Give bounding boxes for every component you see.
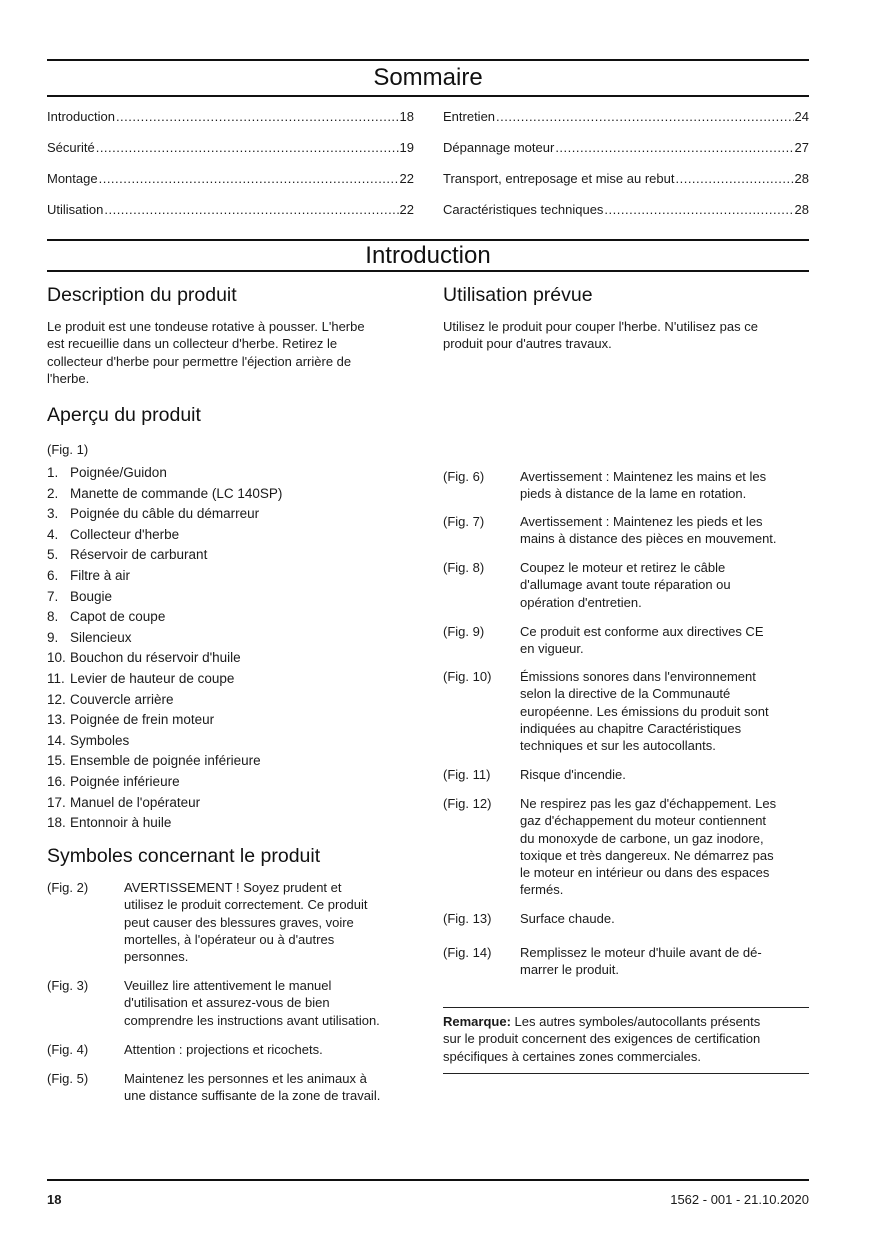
toc-entry-depannage[interactable] — [443, 140, 809, 155]
text-line: personnes. — [124, 949, 189, 965]
item-number: 14. — [47, 732, 66, 748]
overview-heading: Aperçu du produit — [47, 404, 201, 426]
remark-label: Remarque: — [443, 1014, 511, 1029]
text-line: Coupez le moteur et retirez le câble — [520, 560, 726, 575]
text-line: l'herbe. — [47, 370, 90, 386]
text-line: Risque d'incendie. — [520, 767, 626, 782]
remark — [443, 1013, 813, 1065]
toc-leader — [604, 202, 793, 217]
item-number: 1. — [47, 465, 59, 480]
item-label: Ensemble de poignée inférieure — [70, 753, 261, 769]
toc-leader — [104, 202, 398, 217]
toc-page: 28 — [794, 171, 809, 186]
toc-bottom-rule — [47, 95, 809, 97]
toc-label: Entretien — [443, 109, 496, 124]
text-line: spécifiques à certaines zones commerciales. — [443, 1048, 701, 1064]
description-heading: Description du produit — [47, 284, 237, 306]
text-line: toxique et très dangereux. Ne démarrez pas — [520, 847, 774, 863]
toc-top-rule — [47, 59, 809, 61]
footer-rule — [47, 1179, 809, 1181]
item-number: 4. — [47, 526, 59, 542]
symbol-entry-fig4 — [47, 1041, 323, 1058]
toc-label: Montage — [47, 171, 98, 186]
symbol-entry-fig5 — [47, 1070, 381, 1104]
fig-ref: (Fig. 4) — [47, 1042, 89, 1057]
text-line: marrer le produit. — [520, 962, 619, 978]
item-number: 10. — [47, 650, 66, 666]
toc-label: Introduction — [47, 109, 115, 124]
symbol-description — [520, 559, 820, 611]
list-item — [47, 506, 259, 521]
fig-ref: (Fig. 12) — [443, 796, 492, 811]
item-label: Entonnoir à huile — [70, 815, 172, 831]
item-label: Capot de coupe — [70, 609, 166, 625]
text-line: Maintenez les personnes et les animaux à — [124, 1071, 367, 1086]
item-label: Collecteur d'herbe — [70, 526, 180, 542]
toc-page: 28 — [794, 202, 809, 217]
item-number: 3. — [47, 506, 59, 522]
text-line: opération d'entretien. — [520, 594, 642, 610]
text-line: est recueillie dans un collecteur d'herbe. Retirez le — [47, 336, 338, 352]
fig-ref: (Fig. 2) — [47, 880, 89, 895]
remark-top-rule — [443, 1007, 809, 1008]
toc-page: 18 — [399, 109, 414, 124]
list-item — [47, 465, 167, 480]
fig-ref: (Fig. 3) — [47, 978, 89, 993]
fig-ref: (Fig. 5) — [47, 1071, 89, 1086]
symbol-description — [520, 766, 820, 783]
text-line: sur le produit concernent des exigences de certification — [443, 1031, 761, 1047]
toc-label: Utilisation — [47, 202, 104, 217]
item-label: Silencieux — [70, 629, 132, 645]
symbol-description — [124, 1070, 424, 1105]
text-line: gaz d'échappement du moteur contiennent — [520, 813, 767, 829]
item-number: 18. — [47, 815, 66, 831]
text-line: du monoxyde de carbone, un gaz inodore, — [520, 830, 764, 846]
item-label: Bougie — [70, 588, 113, 604]
toc-page: 24 — [794, 109, 809, 124]
item-label: Levier de hauteur de coupe — [70, 671, 235, 686]
toc-leader — [96, 140, 399, 155]
text-line: Le produit est une tondeuse rotative à pousser. L'herbe — [47, 319, 365, 334]
item-label: Poignée du câble du démarreur — [70, 506, 260, 522]
list-item — [47, 774, 180, 789]
symbol-description — [520, 623, 820, 658]
remark-bottom-rule — [443, 1073, 809, 1074]
item-number: 2. — [47, 485, 59, 501]
toc-entry-entretien[interactable] — [443, 109, 809, 124]
text-line: d'allumage avant toute réparation ou — [520, 577, 731, 593]
symbol-description — [520, 910, 820, 927]
text-line: européenne. Les émissions du produit sont — [520, 703, 769, 719]
toc-page: 27 — [794, 140, 809, 155]
fig-ref: (Fig. 10) — [443, 669, 492, 684]
toc-entry-caracteristiques[interactable] — [443, 202, 809, 217]
toc-entry-transport[interactable] — [443, 171, 809, 186]
list-item — [47, 527, 179, 542]
footer-page-number: 18 — [47, 1192, 62, 1207]
description-text — [47, 318, 365, 387]
list-item — [47, 692, 174, 707]
item-number: 5. — [47, 547, 59, 563]
symbol-entry-fig9 — [443, 623, 764, 657]
item-label: Filtre à air — [70, 568, 131, 583]
item-label: Poignée inférieure — [70, 774, 180, 789]
fig-ref: (Fig. 7) — [443, 514, 485, 529]
list-item — [47, 650, 241, 665]
symbol-description — [520, 944, 820, 979]
symbol-description — [520, 468, 820, 503]
item-number: 12. — [47, 691, 66, 707]
symbol-entry-fig12 — [443, 795, 777, 898]
text-line: produit pour d'autres travaux. — [443, 336, 612, 352]
toc-entry-securite[interactable] — [47, 140, 414, 155]
text-line: en vigueur. — [520, 641, 584, 657]
item-label: Bouchon du réservoir d'huile — [70, 650, 241, 666]
item-label: Manette de commande (LC 140SP) — [70, 485, 283, 501]
symbol-description — [520, 513, 820, 548]
text-line: Surface chaude. — [520, 911, 615, 926]
symbol-description — [124, 879, 424, 965]
text-line: collecteur d'herbe pour permettre l'éjection arrière de — [47, 353, 352, 369]
toc-title: Sommaire — [373, 64, 483, 91]
symbols-heading: Symboles concernant le produit — [47, 845, 321, 867]
symbol-entry-fig2 — [47, 879, 368, 965]
symbol-entry-fig11 — [443, 766, 626, 783]
list-item — [47, 630, 132, 645]
symbol-description — [520, 668, 820, 754]
text-line: peut causer des blessures graves, voire — [124, 914, 354, 930]
text-line: Avertissement : Maintenez les pieds et les — [520, 514, 763, 529]
list-item — [47, 733, 129, 748]
text-line: Attention : projections et ricochets. — [124, 1042, 323, 1057]
text-line: techniques et sur les autocollants. — [520, 738, 716, 754]
symbol-entry-fig8 — [443, 559, 731, 610]
intro-top-rule — [47, 239, 809, 241]
fig-ref: (Fig. 6) — [443, 469, 485, 484]
list-item — [47, 795, 200, 810]
list-item — [47, 568, 130, 583]
text-line: pieds à distance de la lame en rotation. — [520, 486, 747, 502]
item-number: 13. — [47, 712, 66, 728]
symbol-description — [520, 795, 820, 899]
toc-page: 22 — [399, 171, 414, 186]
text-line: Ce produit est conforme aux directives CE — [520, 624, 764, 639]
text-line: comprendre les instructions avant utilisation. — [124, 1012, 380, 1028]
toc-label: Sécurité — [47, 140, 95, 155]
list-item — [47, 712, 214, 727]
toc-leader — [555, 140, 793, 155]
text-line: d'utilisation et assurez-vous de bien — [124, 995, 330, 1011]
text-line: Avertissement : Maintenez les mains et les — [520, 469, 767, 484]
text-line: une distance suffisante de la zone de travail. — [124, 1088, 381, 1104]
intended-use-heading: Utilisation prévue — [443, 284, 593, 306]
toc-page: 22 — [399, 202, 414, 217]
symbol-entry-fig6 — [443, 468, 767, 502]
list-item — [47, 671, 234, 686]
intended-use-text — [443, 318, 758, 353]
symbol-entry-fig13 — [443, 910, 615, 927]
intro-title: Introduction — [365, 242, 491, 269]
toc-entry-introduction[interactable] — [47, 109, 414, 124]
symbol-description — [124, 977, 424, 1029]
item-number: 17. — [47, 794, 66, 810]
toc-entry-montage[interactable] — [47, 171, 414, 186]
toc-leader — [496, 109, 793, 124]
text-line: selon la directive de la Communauté — [520, 686, 731, 702]
toc-leader — [99, 171, 399, 186]
toc-page: 19 — [399, 140, 414, 155]
text-line: Utilisez le produit pour couper l'herbe. N'utilisez pas ce — [443, 319, 758, 334]
toc-label: Dépannage moteur — [443, 140, 555, 155]
symbol-entry-fig10 — [443, 668, 769, 754]
text-line: Les autres symboles/autocollants présents — [510, 1014, 761, 1029]
overview-fig-ref: (Fig. 1) — [47, 442, 89, 457]
fig-ref: (Fig. 11) — [443, 767, 491, 782]
list-item — [47, 753, 261, 768]
text-line: Ne respirez pas les gaz d'échappement. Les — [520, 796, 777, 811]
text-line: AVERTISSEMENT ! Soyez prudent et — [124, 880, 342, 895]
list-item — [47, 486, 282, 501]
item-number: 16. — [47, 774, 66, 789]
item-label: Poignée/Guidon — [70, 465, 167, 480]
text-line: mortelles, à l'opérateur ou à d'autres — [124, 931, 335, 947]
toc-leader — [675, 171, 793, 186]
text-line: le moteur en intérieur ou dans des espaces — [520, 865, 770, 881]
item-number: 11. — [47, 671, 65, 686]
item-label: Réservoir de carburant — [70, 547, 208, 563]
fig-ref: (Fig. 14) — [443, 945, 492, 960]
fig-ref: (Fig. 13) — [443, 911, 492, 926]
item-number: 8. — [47, 609, 59, 625]
intro-bottom-rule — [47, 270, 809, 272]
list-item — [47, 547, 207, 562]
toc-entry-utilisation[interactable] — [47, 202, 414, 217]
remark-first-line — [443, 1013, 813, 1030]
item-label: Manuel de l'opérateur — [70, 794, 201, 810]
item-number: 15. — [47, 753, 66, 769]
text-line: indiquées au chapitre Caractéristiques — [520, 720, 742, 736]
list-item — [47, 815, 171, 830]
fig-ref: (Fig. 8) — [443, 560, 485, 575]
toc-leader — [116, 109, 399, 124]
toc-label: Caractéristiques techniques — [443, 202, 604, 217]
list-item — [47, 589, 112, 604]
text-line: Remplissez le moteur d'huile avant de dé- — [520, 945, 762, 960]
text-line: Émissions sonores dans l'environnement — [520, 669, 756, 684]
item-number: 6. — [47, 568, 59, 583]
symbol-description — [124, 1041, 424, 1058]
footer-doc-ref: 1562 - 001 - 21.10.2020 — [670, 1192, 809, 1207]
symbol-entry-fig3 — [47, 977, 380, 1028]
list-item — [47, 609, 165, 624]
item-number: 9. — [47, 629, 59, 645]
text-line: fermés. — [520, 882, 564, 898]
fig-ref: (Fig. 9) — [443, 624, 485, 639]
text-line: mains à distance des pièces en mouvement. — [520, 531, 777, 547]
symbol-entry-fig14 — [443, 944, 762, 978]
symbol-entry-fig7 — [443, 513, 777, 547]
item-label: Poignée de frein moteur — [70, 712, 215, 728]
item-number: 7. — [47, 588, 59, 604]
toc-label: Transport, entreposage et mise au rebut — [443, 171, 675, 186]
text-line: utilisez le produit correctement. Ce produit — [124, 897, 368, 913]
text-line: Veuillez lire attentivement le manuel — [124, 978, 332, 993]
item-label: Symboles — [70, 732, 130, 748]
item-label: Couvercle arrière — [70, 691, 174, 707]
